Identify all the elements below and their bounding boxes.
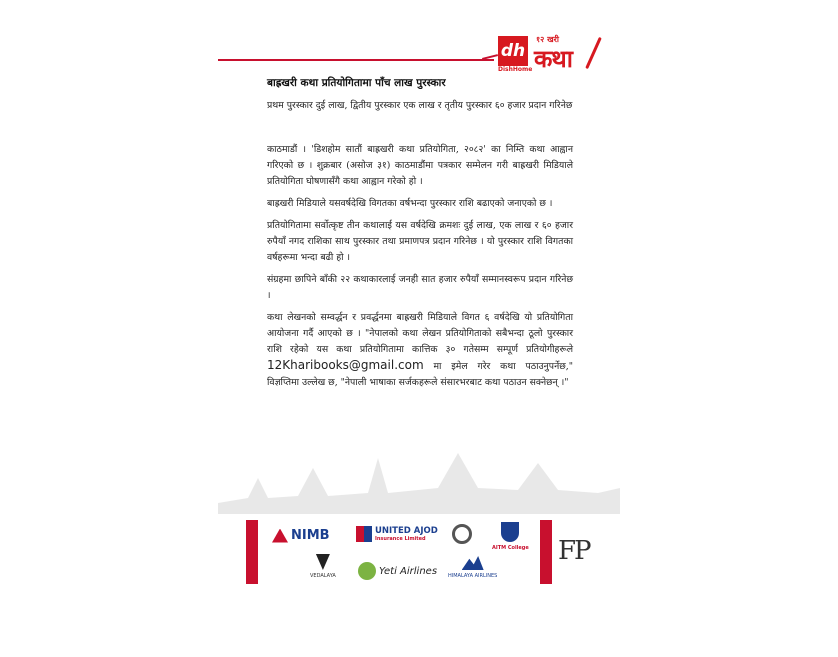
- paragraph-5-end: मा इमेल गरेर कथा पठाउनुपर्नेछ," विज्ञप्तिमा उल्लेख छ, "नेपाली भाषाका सर्जकहरूले संसारभरबाट कथा पठाउन सक्नेछन् ।": [267, 361, 573, 388]
- vedalaya-label: VEDALAYA: [310, 573, 336, 579]
- fp-logo: FP: [558, 536, 590, 566]
- article-headline: बाह्रखरी कथा प्रतियोगितामा पाँच लाख पुरस्कार: [267, 77, 446, 89]
- contact-email[interactable]: 12Kharibooks@gmail.com: [267, 358, 424, 372]
- yeti-airlines-logo: [358, 562, 437, 580]
- yeti-icon: [358, 562, 376, 580]
- nimb-logo: [272, 528, 330, 543]
- aitm-label: AITM College: [492, 545, 529, 551]
- paragraph-5: [267, 310, 573, 391]
- himalaya-label: HIMALAYA AIRLINES: [448, 573, 498, 579]
- supported-by-ribbon: [246, 520, 258, 584]
- dishhome-logo: dh: [498, 36, 528, 66]
- article-body: [267, 76, 573, 397]
- paragraph-2: बाह्रखरी मिडियाले यसवर्षदेखि विगतका वर्षभन्दा पुरस्कार राशि बढाएको जनाएको छ ।: [267, 198, 553, 209]
- paragraph-1: काठमाडौं । 'डिशहोम सातौं बाह्रखरी कथा प्रतियोगिता, २०८२' का निम्ति कथा आह्वान गरिएको छ । शुक्रबार (असोज ३१) काठमाडौंमा पत्रकार सम्मेलन गरी बाह्रखरी मिडियाले प्रतियोगिता घोषणासँगै कथा आह्वान गरेको हो ।: [267, 144, 573, 187]
- pen-icon: [585, 37, 602, 69]
- press-release-page: [218, 28, 620, 594]
- brand-title: कथा: [534, 45, 572, 73]
- vedalaya-icon: [316, 554, 330, 570]
- g-icon: [452, 524, 472, 544]
- header-divider: [218, 59, 494, 61]
- vedalaya-logo: [310, 554, 336, 579]
- himalaya-icon: [462, 556, 484, 570]
- publishing-partner-ribbon: [540, 520, 552, 584]
- sponsors-strip: [218, 514, 620, 594]
- united-ajod-subtitle: Insurance Limited: [375, 535, 426, 542]
- nimb-icon: [272, 529, 288, 543]
- paragraph-5-start: कथा लेखनको सम्वर्द्धन र प्रवर्द्धनमा बाह्रखरी मिडियाले विगत ६ वर्षदेखि यो प्रतियोगिता आयोजना गर्दै आएको छ । "नेपालको कथा लेखन प्रतियोगिताको सबैभन्दा ठूलो पुरस्कार राशि रहेको यस कथा प्रतियोगितामा कात्तिक ३० गतेसम्म सम्पूर्ण प्रतियोगीहरूले: [267, 312, 573, 355]
- yeti-label: Yeti Airlines: [379, 565, 438, 577]
- dishhome-logo-caption: DishHome: [498, 66, 533, 73]
- paragraph-4: संग्रहमा छापिने बाँकी २२ कथाकारलाई जनही सात हजार रुपैयाँ सम्मानस्वरूप प्रदान गरिनेछ ।: [267, 274, 573, 301]
- paragraph-3: प्रतियोगितामा सर्वोत्कृष्ट तीन कथालाई यस वर्षदेखि क्रमशः दुई लाख, एक लाख र ६० हजार रुपैयाँ नगद राशिका साथ पुरस्कार तथा प्रमाणपत्र प्रदान गरिनेछ । यो पुरस्कार राशि विगतका वर्षहरूमा भन्दा बढी हो ।: [267, 220, 573, 263]
- g-logo: [452, 524, 472, 544]
- united-ajod-name: UNITED AJOD: [375, 525, 438, 536]
- article-subhead: प्रथम पुरस्कार दुई लाख, द्वितीय पुरस्कार एक लाख र तृतीय पुरस्कार ६० हजार प्रदान गरिनेछ: [267, 100, 573, 111]
- himalaya-airlines-logo: [448, 556, 497, 579]
- aitm-shield-icon: [501, 522, 519, 542]
- united-ajod-logo: [356, 526, 438, 542]
- nimb-label: NIMB: [291, 528, 330, 543]
- aitm-logo: [492, 522, 529, 551]
- brand-small-text: १२ खरी: [536, 35, 559, 44]
- united-ajod-icon: [356, 526, 372, 542]
